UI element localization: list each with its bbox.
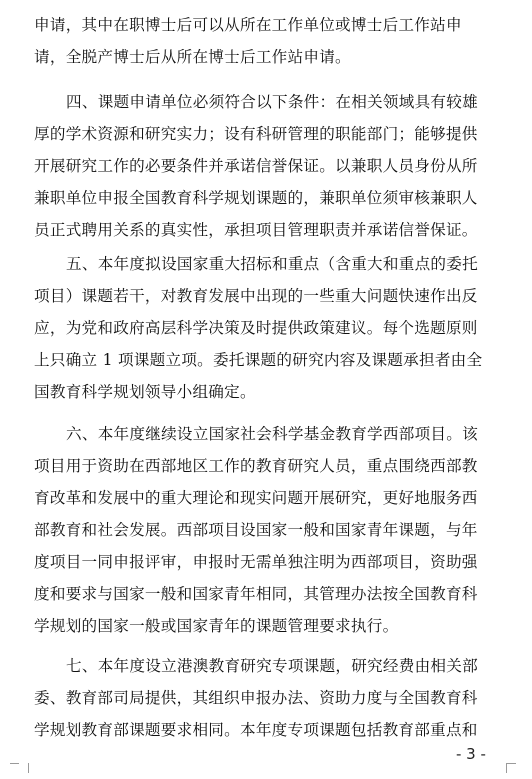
text-line: 上只确立 1 项课题立项。委托课题的研究内容及课题承担者由全 [34, 351, 483, 369]
text-line: 申请，其中在职博士后可以从所在工作单位或博士后工作站申 [34, 16, 462, 34]
crop-mark [18, 763, 29, 773]
text-line: 五、本年度拟设国家重大招标和重点（含重大和重点的委托 [66, 255, 478, 273]
crop-mark [506, 763, 517, 773]
text-line: 度项目一同申报评审，申报时无需单独注明为西部项目，资助强 [34, 553, 478, 571]
text-line: 厚的学术资源和研究实力；设有科研管理的职能部门；能够提供 [34, 125, 478, 143]
page-number: - 3 - [456, 745, 486, 763]
text-line: 四、课题申请单位必须符合以下条件：在相关领域具有较雄 [66, 93, 478, 111]
crop-mark [10, 763, 19, 764]
text-line: 应，为党和政府高层科学决策及时提供政策建议。每个选题原则 [34, 319, 478, 337]
text-line: 开展研究工作的必要条件并承诺信誉保证。以兼职人员身份从所 [34, 157, 478, 175]
text-line: 请，全脱产博士后从所在博士后工作站申请。 [34, 48, 351, 66]
text-line: 度和要求与国家一般和国家青年相同，其管理办法按全国教育科 [34, 585, 478, 603]
text-line: 国教育科学规划领导小组确定。 [34, 383, 256, 401]
text-line: 员正式聘用关系的真实性，承担项目管理职责并承诺信誉保证。 [34, 221, 478, 239]
text-line: 育改革和发展中的重大理论和现实问题开展研究，更好地服务西 [34, 489, 478, 507]
text-line: 项目用于资助在西部地区工作的教育研究人员，重点围绕西部教 [34, 457, 478, 475]
text-line: 委、教育部司局提供，其组织申报办法、资助力度与全国教育科 [34, 689, 478, 707]
text-line: 学规划教育部课题要求相同。本年度专项课题包括教育部重点和 [34, 721, 478, 739]
crop-mark [506, 763, 516, 764]
text-line: 兼职单位申报全国教育科学规划课题的，兼职单位须审核兼职人 [34, 189, 478, 207]
text-line: 部教育和社会发展。西部项目设国家一般和国家青年课题，与年 [34, 521, 478, 539]
text-line: 学规划的国家一般或国家青年的课题管理要求执行。 [34, 617, 399, 635]
text-line: 七、本年度设立港澳教育研究专项课题，研究经费由相关部 [66, 657, 478, 675]
text-line: 六、本年度继续设立国家社会科学基金教育学西部项目。该 [66, 425, 478, 443]
text-line: 项目）课题若干，对教育发展中出现的一些重大问题快速作出反 [34, 287, 478, 305]
